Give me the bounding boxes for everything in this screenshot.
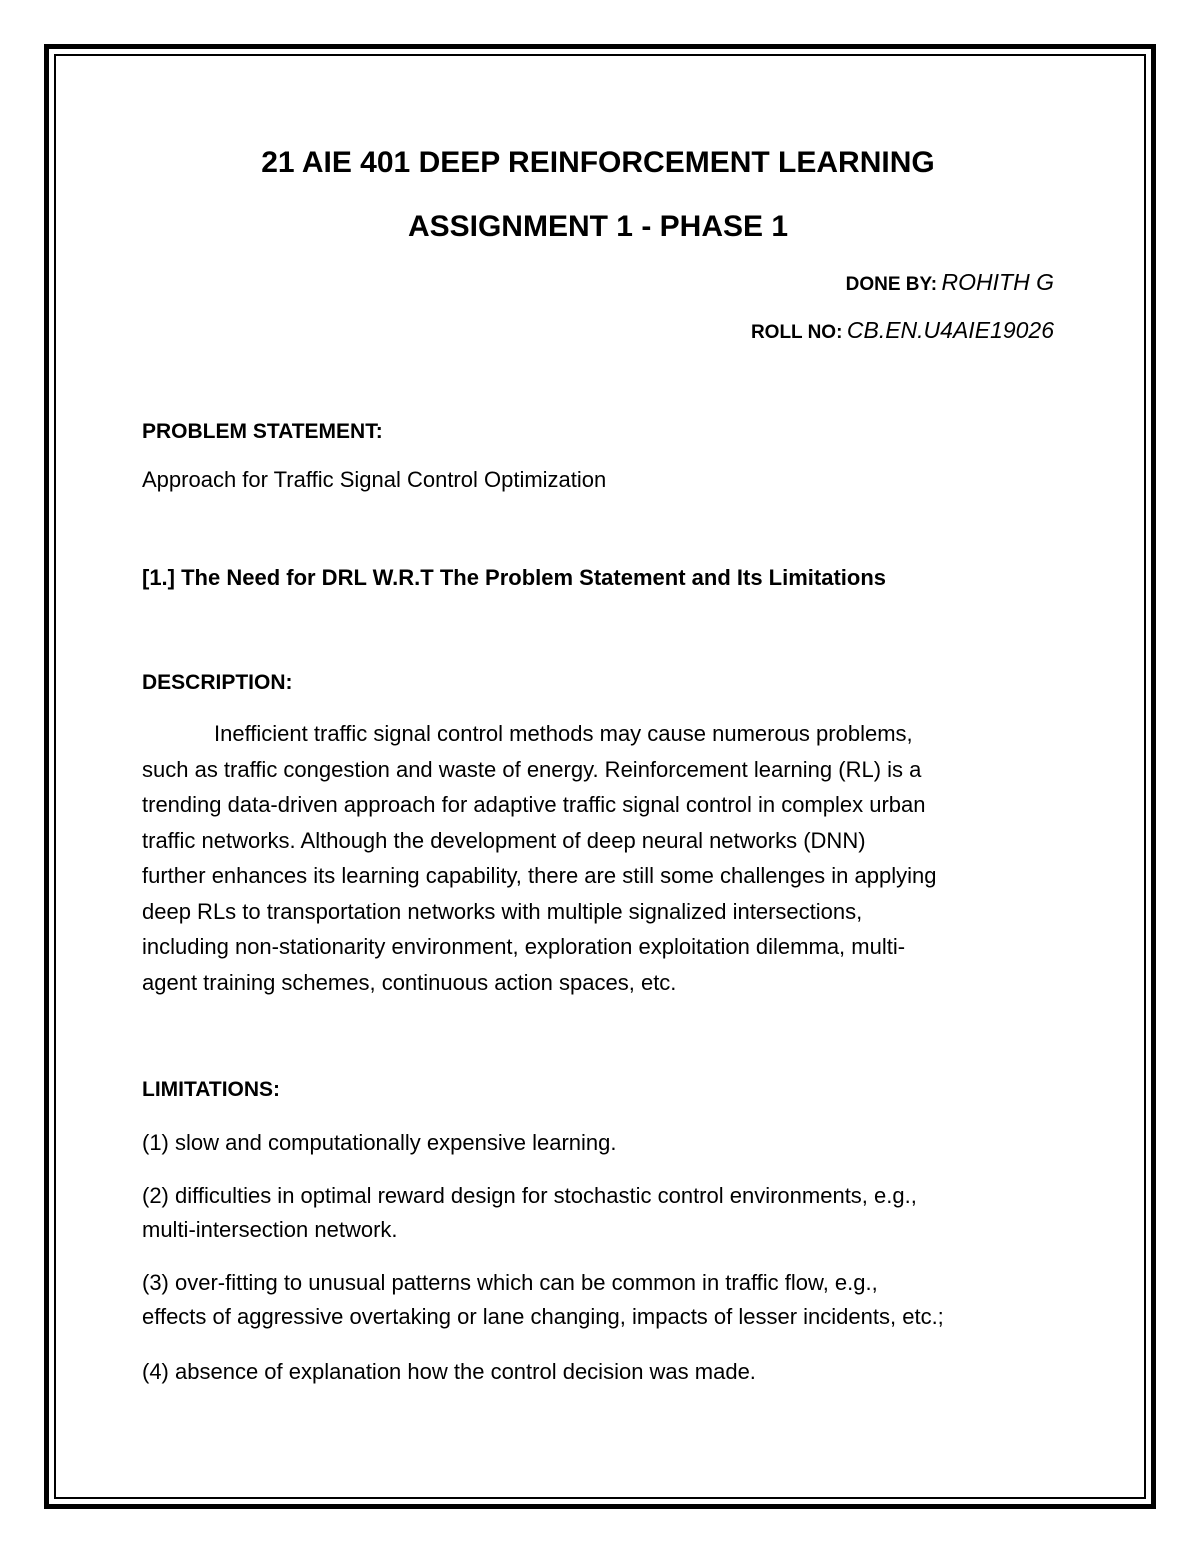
description-line: deep RLs to transportation networks with multiple signalized intersections,	[142, 898, 863, 924]
roll-no-line	[751, 315, 1054, 349]
limitation-line: (4) absence of explanation how the control decision was made.	[142, 1359, 756, 1384]
description-heading: DESCRIPTION:	[142, 671, 293, 694]
description-line: such as traffic congestion and waste of energy. Reinforcement learning (RL) is a	[142, 756, 922, 782]
limitation-line: (1) slow and computationally expensive learning.	[142, 1130, 617, 1155]
limitation-item	[142, 1355, 756, 1389]
document-page	[142, 0, 1054, 1553]
description-line: Inefficient traffic signal control methods may cause numerous problems,	[214, 721, 913, 746]
roll-no-value: CB.EN.U4AIE19026	[846, 317, 1054, 343]
problem-statement-text: Approach for Traffic Signal Control Optimization	[142, 467, 607, 492]
course-title: 21 AIE 401 DEEP REINFORCEMENT LEARNING	[261, 146, 935, 179]
limitation-item	[142, 1126, 616, 1160]
description-line: trending data-driven approach for adaptive traffic signal control in complex urban	[142, 792, 926, 817]
roll-no-label: ROLL NO:	[750, 322, 843, 343]
done-by-value: ROHITH G	[941, 269, 1054, 295]
assignment-title: ASSIGNMENT 1 - PHASE 1	[407, 210, 789, 243]
description-paragraph	[142, 716, 1054, 1000]
limitation-item	[142, 1266, 944, 1334]
done-by-line	[846, 267, 1054, 301]
done-by-label: DONE BY:	[845, 274, 938, 295]
limitation-line: (3) over-fitting to unusual patterns which can be common in traffic flow, e.g.,	[142, 1270, 878, 1295]
section-heading: [1.] The Need for DRL W.R.T The Problem Statement and Its Limitations	[142, 565, 887, 590]
limitations-heading: LIMITATIONS:	[142, 1078, 281, 1101]
description-line: traffic networks. Although the development of deep neural networks (DNN)	[142, 827, 866, 853]
limitation-line: (2) difficulties in optimal reward design for stochastic control environments, e.g.,	[142, 1183, 917, 1208]
description-line: including non-stationarity environment, exploration exploitation dilemma, multi-	[142, 934, 906, 959]
limitation-line: multi-intersection network.	[142, 1217, 398, 1242]
description-line: agent training schemes, continuous action spaces, etc.	[142, 969, 677, 995]
limitation-line: effects of aggressive overtaking or lane changing, impacts of lesser incidents, etc.;	[142, 1304, 944, 1329]
problem-statement-heading: PROBLEM STATEMENT:	[142, 420, 383, 443]
description-line: further enhances its learning capability, there are still some challenges in applying	[142, 863, 937, 888]
limitation-item	[142, 1179, 917, 1247]
